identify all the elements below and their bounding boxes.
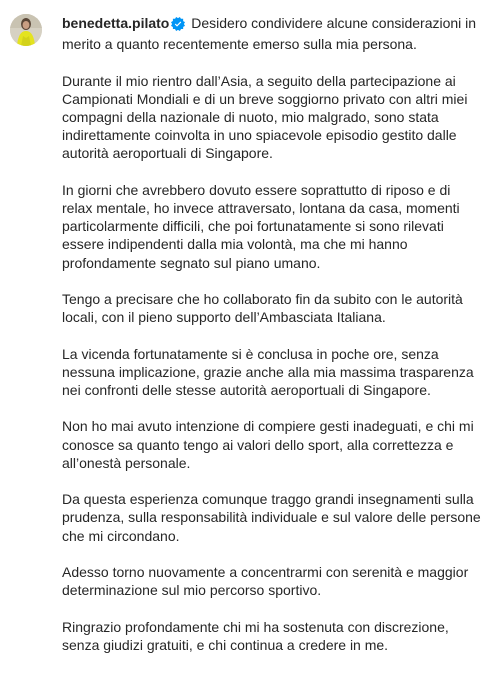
verified-badge-icon <box>171 17 185 35</box>
caption-paragraph: Tengo a precisare che ho collaborato fin da subito con le autorità locali, con il pieno supporto dell’Ambasciata Italiana. <box>62 291 463 326</box>
caption-first-line: Desidero condividere alcune considerazioni in merito a quanto recentemente emerso sulla mia persona. <box>62 15 477 53</box>
caption-paragraph: Non ho mai avuto intenzione di compiere gesti inadeguati, e chi mi conosce sa quanto tengo ai valori dello sport, alla correttezza e all’onestà personale. <box>62 418 474 471</box>
caption-paragraph: Ringrazio profondamente chi mi ha sostenuta con discrezione, senza giudizi gratuiti, e chi continua a credere in me. <box>62 618 449 653</box>
avatar[interactable] <box>10 14 42 46</box>
username-link[interactable]: benedetta.pilato <box>62 15 170 31</box>
caption-paragraph: La vicenda fortunatamente si è conclusa in poche ore, senza nessuna implicazione, grazie anche alla mia massima trasparenza nei confronti delle stesse autorità aeroportuali di Singapore. <box>62 345 474 398</box>
post-caption <box>62 14 482 672</box>
caption-first-paragraph <box>62 14 482 53</box>
profile-photo <box>10 14 42 46</box>
caption-paragraph: Adesso torno nuovamente a concentrarmi con serenità e maggior determinazione sul mio percorso sportivo. <box>62 563 469 599</box>
caption-paragraph: In giorni che avrebbero dovuto essere soprattutto di riposo e di relax mentale, ho invece attraversato, lontana da casa, momenti particolarmente difficili, che poi fortunatamente si sono rilevati essere indipendenti dalla mia volontà, ma che mi hanno profondamente segnato sul piano umano. <box>62 181 460 271</box>
caption-paragraph: Durante il mio rientro dall’Asia, a seguito della partecipazione ai Campionati Mondiali e di un breve soggiorno privato con altri miei compagni della nazionale di nuoto, mio malgrado, sono stata indirettamente coinvolta in uno spiacevole episodio gestito dalle autorità aeroportuali di Singapore. <box>62 72 468 162</box>
caption-paragraph: Da questa esperienza comunque traggo grandi insegnamenti sulla prudenza, sulla responsabilità individuale e sul valore delle persone che mi circondano. <box>62 491 481 544</box>
